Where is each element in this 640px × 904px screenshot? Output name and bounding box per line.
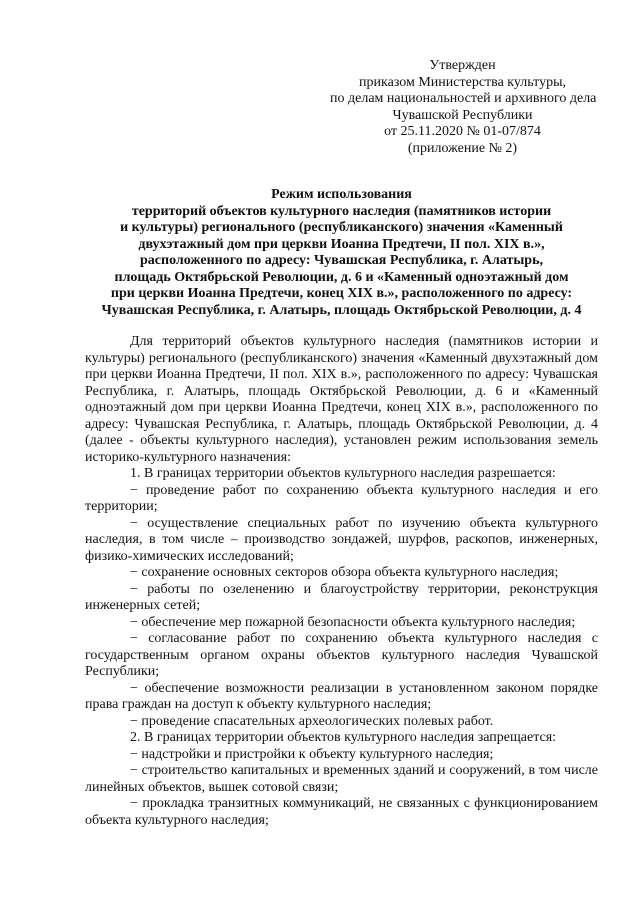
title-line: площадь Октябрьской Революции, д. 6 и «Каменный одноэтажный дом: [114, 269, 569, 285]
section-heading-forbidden: 2. В границах территории объектов культурного наследия запрещается:: [130, 730, 557, 745]
forbidden-item: − строительство капитальных и временных зданий и сооружений, в том числе линейных объектов, вышек сотовой связи;: [85, 763, 598, 795]
allowed-item: − проведение работ по сохранению объекта культурного наследия и его территории;: [85, 482, 598, 514]
title-line: Чувашская Республика, г. Алатырь, площадь Октябрьской Революции, д. 4: [101, 302, 582, 318]
allowed-item: − сохранение основных секторов обзора объекта культурного наследия;: [130, 565, 559, 580]
approval-line: Чувашской Республики: [392, 107, 533, 123]
section-heading-allowed: 1. В границах территории объектов культурного наследия разрешается:: [130, 466, 556, 481]
document-body: [85, 334, 598, 829]
title-line: при церкви Иоанна Предтечи, конец XIX в.», расположенного по адресу:: [110, 286, 573, 301]
forbidden-item: − надстройки и пристройки к объекту культурного наследия;: [130, 746, 494, 762]
forbidden-item: − прокладка транзитных коммуникаций, не связанных с функционированием объекта культурного наследия;: [85, 796, 598, 828]
title-line: двухэтажный дом при церкви Иоанна Предтечи, II пол. XIX в.»,: [138, 236, 545, 252]
approval-line: (приложение № 2): [407, 140, 518, 156]
allowed-item: − проведение спасательных археологических полевых работ.: [130, 713, 494, 729]
approval-line: Утвержден: [429, 58, 496, 73]
intro-paragraph: Для территорий объектов культурного наследия (памятников истории и культуры) регионального (республиканского) значения «Каменный двухэтажный дом при церкви Иоанна Предтечи, II пол. XIX в.», расположенного по адресу: Чувашская Республика, г. Алатырь, площадь Октябрьской Революции, д. 6 и «Каменный одноэтажный дом при церкви Иоанна Предтечи, конец XIX в.», расположенного по адресу: Чувашская Республика, г. Алатырь, площадь Октябрьской Революции, д. 4 (далее - объекты культурного наследия), установлен режим использования земель историко-культурного назначения:: [85, 334, 598, 465]
allowed-item: − согласование работ по сохранению объекта культурного наследия с государственным органом охраны объектов культурного наследия Чувашской Республики;: [85, 631, 598, 679]
document-title: [85, 187, 598, 319]
allowed-item: − осуществление специальных работ по изучению объекта культурного наследия, в том числе – производство зондажей, шурфов, раскопов, инженерных, физико-химических исследований;: [85, 515, 598, 564]
approval-line: по делам национальностей и архивного дела: [330, 91, 597, 106]
approval-line: приказом Министерства культуры,: [359, 74, 566, 90]
approval-block: [330, 58, 595, 157]
title-line: расположенного по адресу: Чувашская Республика, г. Алатырь,: [140, 253, 543, 268]
approval-line: от 25.11.2020 № 01-07/874: [384, 124, 541, 139]
allowed-item: − работы по озеленению и благоустройству территории, реконструкция инженерных сетей;: [85, 581, 598, 613]
title-line: и культуры) регионального (республиканского) значения «Каменный: [120, 220, 563, 235]
allowed-item: − обеспечение мер пожарной безопасности объекта культурного наследия;: [130, 614, 576, 630]
title-line: территорий объектов культурного наследия (памятников истории: [131, 203, 552, 219]
allowed-item: − обеспечение возможности реализации в установленном законом порядке права граждан на доступ к объекту культурного наследия;: [85, 680, 598, 712]
title-line: Режим использования: [271, 187, 412, 202]
